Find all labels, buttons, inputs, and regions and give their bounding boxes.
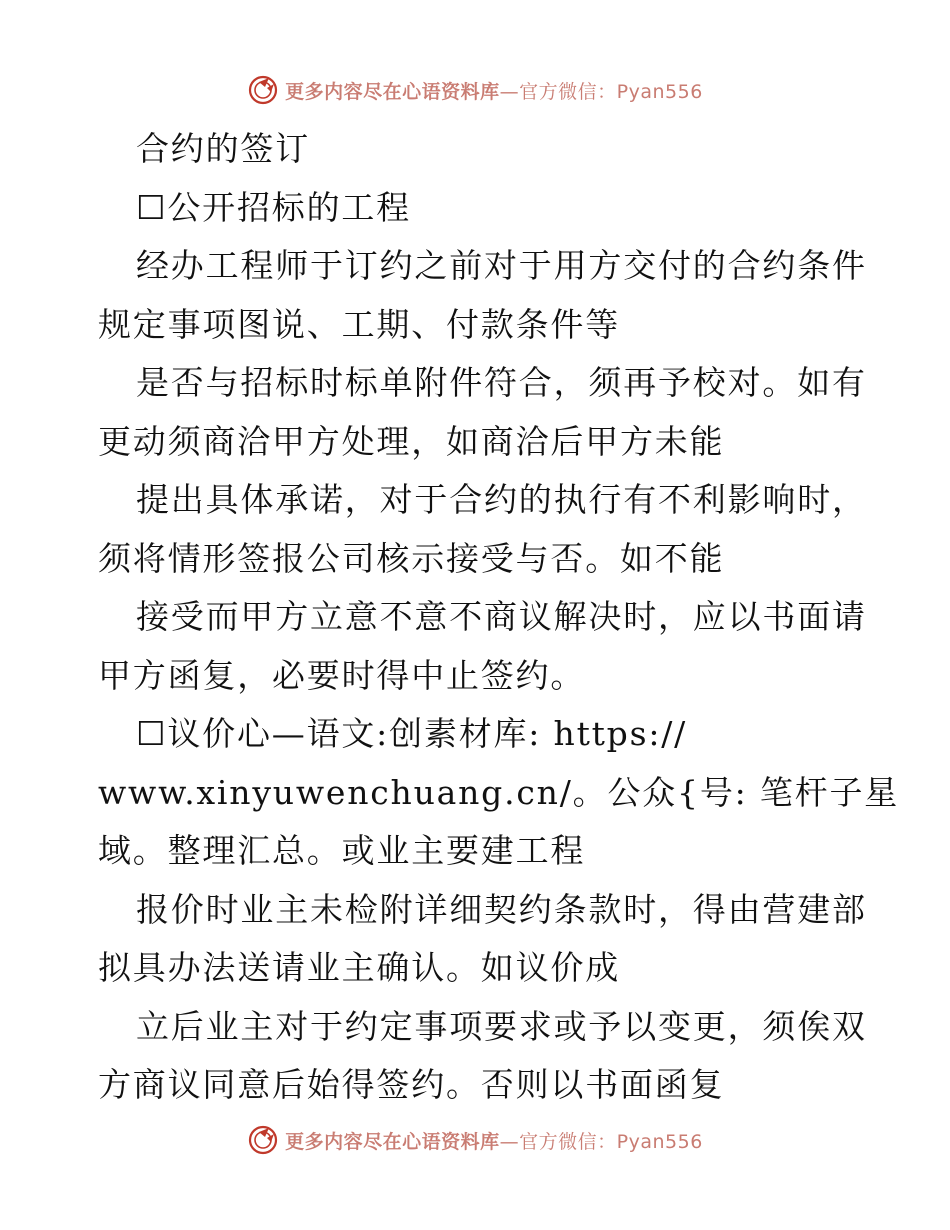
text-line: 接受而甲方立意不意不商议解决时，应以书面请 [136, 597, 867, 636]
footer-banner-lead: 更多内容尽在心语资料库 [285, 1130, 500, 1153]
brand-logo-icon [247, 74, 279, 106]
text-line: 方商议同意后始得签约。否则以书面函复 [98, 1065, 725, 1104]
footer-banner-wechat: —官方微信：Pyan556 [499, 1130, 703, 1153]
text-line: 拟具办法送请业主确认。如议价成 [98, 948, 620, 987]
text-line: www.xinyuwenchuang.cn/。公众{号: 笔杆子星 [98, 772, 900, 812]
text-line: 提出具体承诺，对于合约的执行有不利影响时， [136, 480, 867, 519]
text-line: 合约的签订 [136, 129, 310, 168]
text-line: 更动须商洽甲方处理，如商洽后甲方未能 [98, 421, 725, 461]
text-line: 须将情形签报公司核示接受与否。如不能 [98, 538, 725, 578]
text-line: 经办工程师于订约之前对于用方交付的合约条件 [136, 246, 867, 285]
text-line: 规定事项图说、工期、付款条件等 [98, 304, 620, 344]
text-line: ☐议价心—语文:创素材库: https:// [136, 714, 688, 753]
text-line: 报价时业主未检附详细契约条款时，得由营建部 [136, 889, 867, 929]
header-banner [0, 70, 950, 110]
text-line: 域。整理汇总。或业主要建工程 [98, 831, 586, 870]
document-body [98, 120, 900, 1115]
text-line: 甲方函复，必要时得中止签约。 [98, 655, 586, 695]
brand-logo-icon [247, 1124, 279, 1156]
header-banner-lead: 更多内容尽在心语资料库 [285, 80, 500, 103]
text-line: 立后业主对于约定事项要求或予以变更，须俟双 [136, 1006, 867, 1046]
text-line: 是否与招标时标单附件符合，须再予校对。如有 [136, 363, 867, 402]
text-line: ☐公开招标的工程 [136, 187, 411, 227]
header-banner-wechat: —官方微信：Pyan556 [499, 80, 703, 103]
footer-banner [0, 1120, 950, 1160]
